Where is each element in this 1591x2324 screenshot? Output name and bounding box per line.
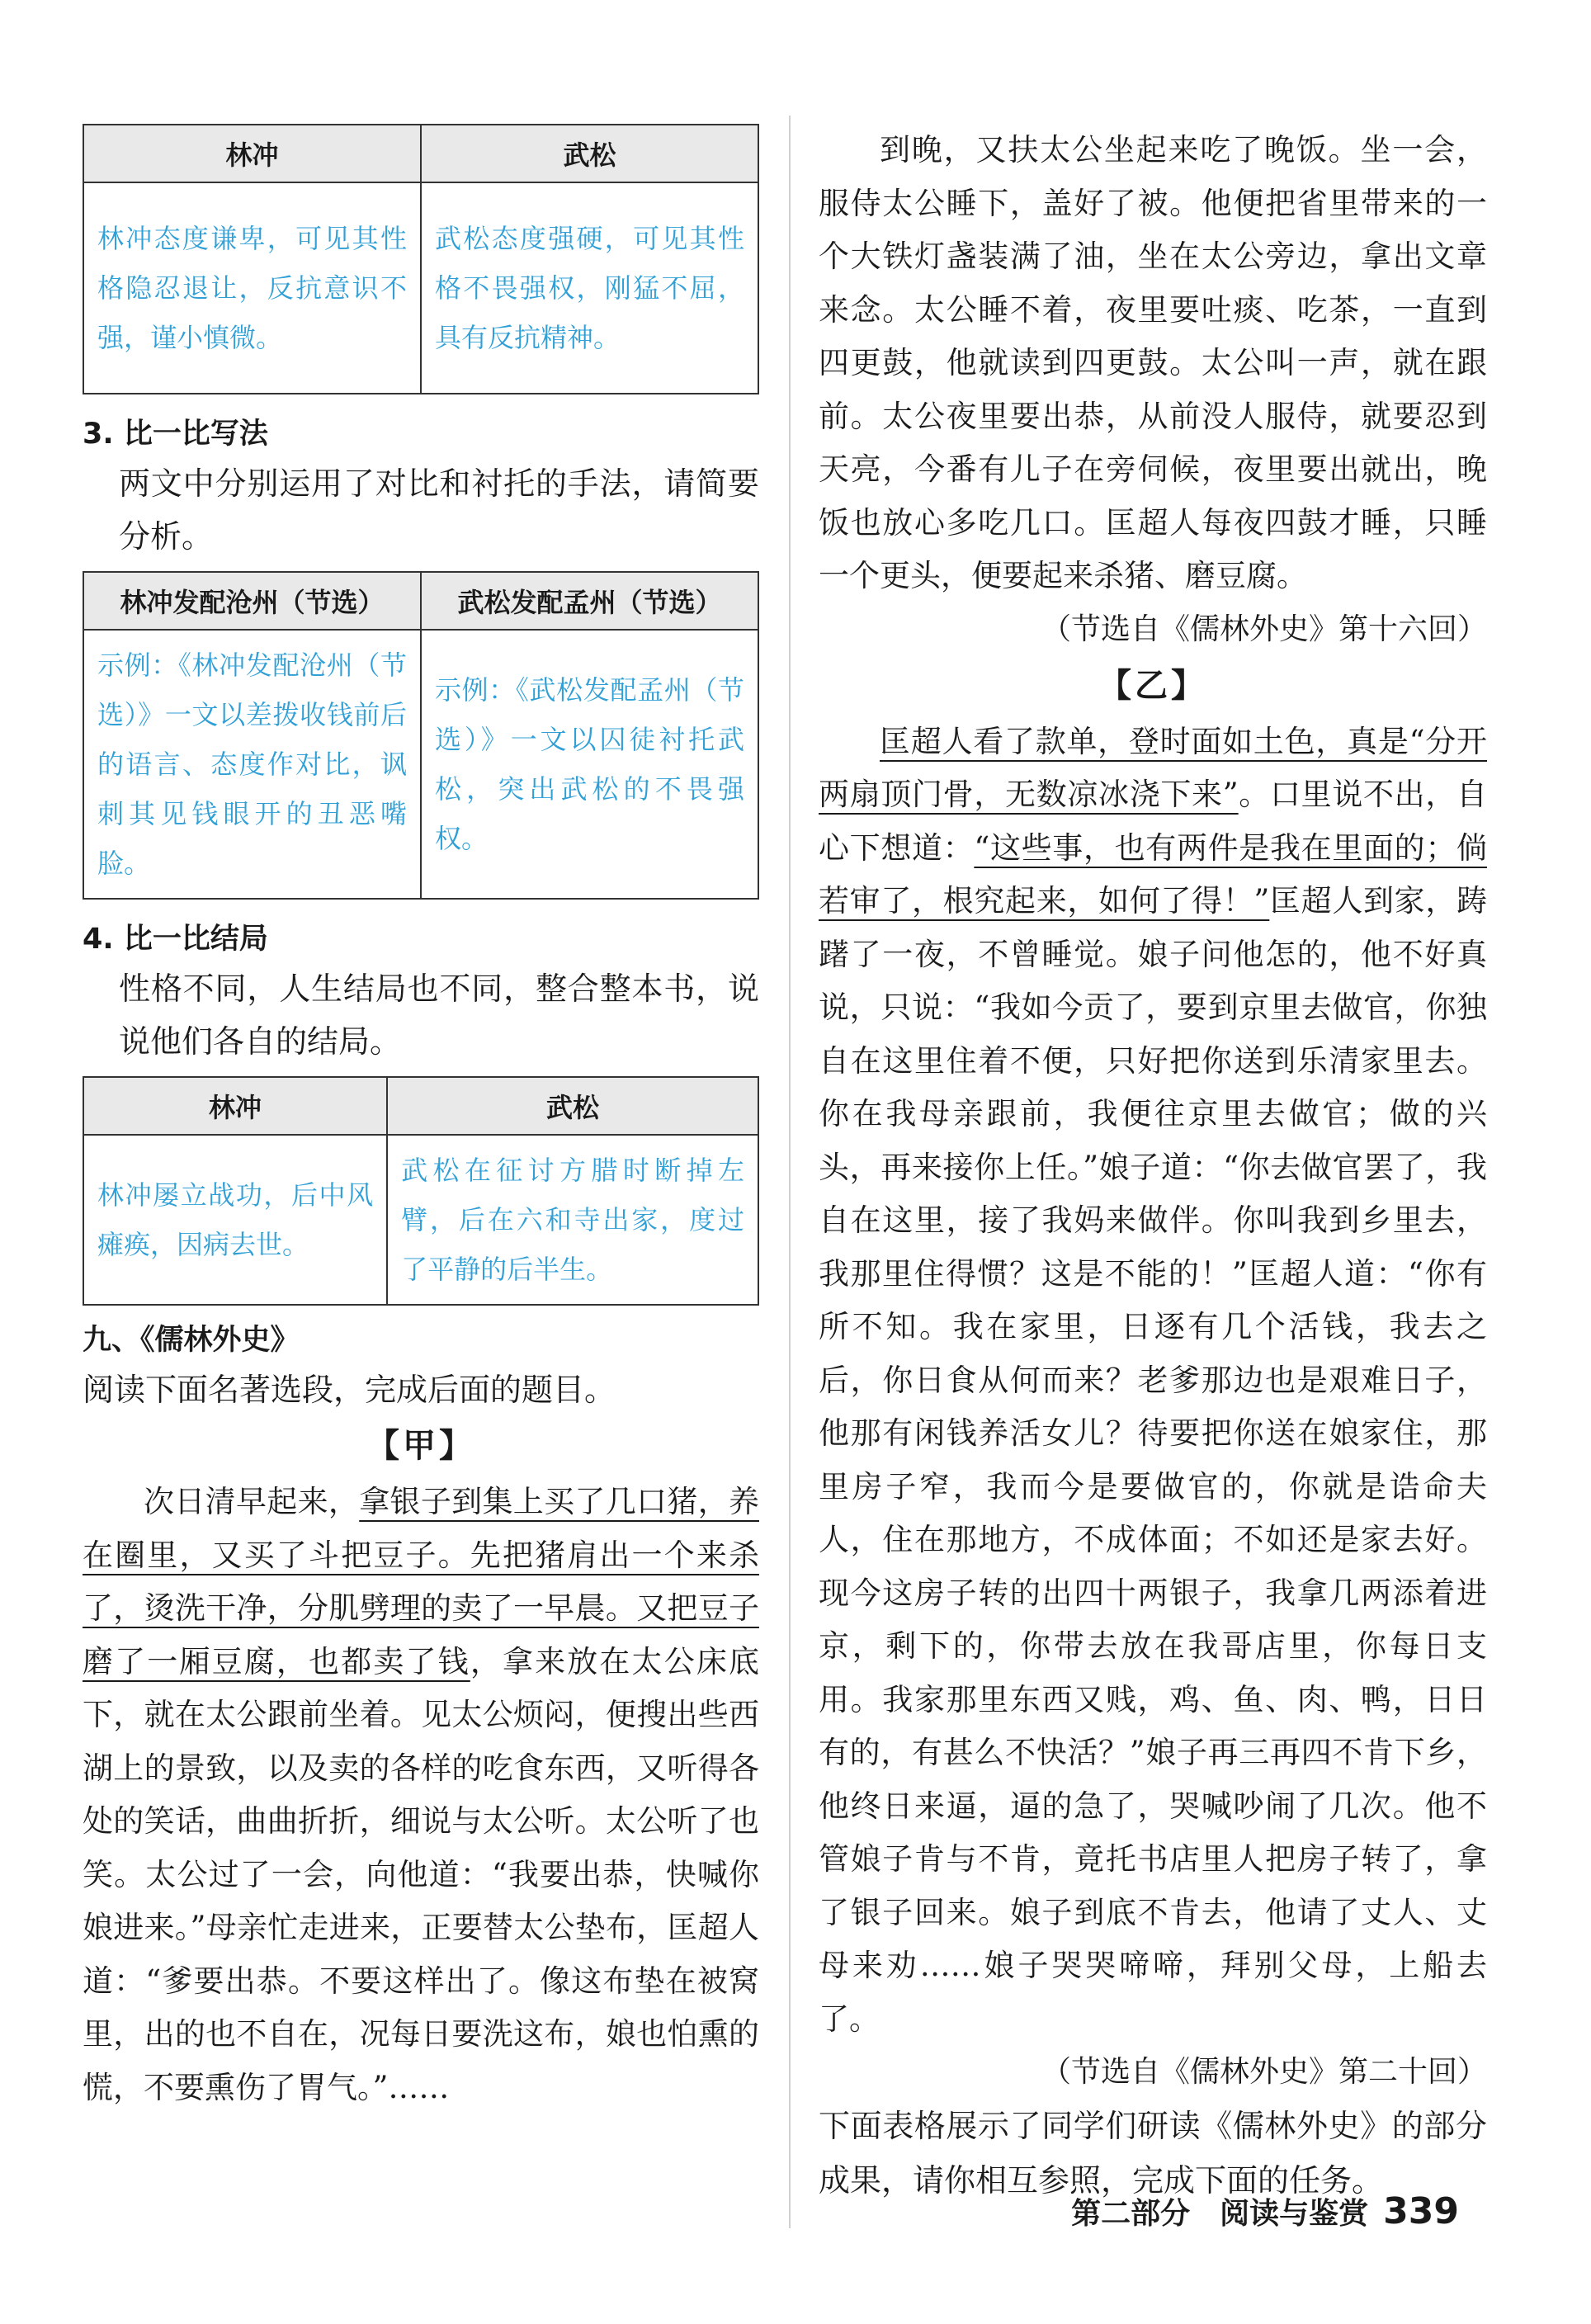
table-header-wu-song-ending: 武松	[387, 1077, 758, 1135]
passage-yi-body	[819, 716, 1487, 2047]
passage-yi-text-1: 。口里说不出，自心下想道：	[819, 777, 1488, 866]
closing-instruction: 下面表格展示了同学们研读《儒林外史》的部分成果，请你相互参照，完成下面的任务。	[819, 2108, 1487, 2199]
passage-jia-underlined: 拿银子到集上买了几口猪，养在圈里，又买了斗把豆子。先把猪肩出一个来杀了，烫洗干净，分肌劈理的卖了一早晨。又把豆子磨了一厢豆腐，也都卖了钱	[83, 1484, 760, 1679]
answer-cell-wu-song-technique: 示例：《武松发配孟州（节选）》一文以囚徒衬托武松，突出武松的不畏强权。	[421, 630, 758, 899]
answer-cell-wu-song: 武松态度强硬，可见其性格不畏强权，刚猛不屈，具有反抗精神。	[421, 182, 758, 394]
footer-section-label: 第二部分 阅读与鉴赏	[1071, 2197, 1369, 2231]
answer-cell-wu-song-ending: 武松在征讨方腊时断掉左臂，后在六和寺出家，度过了平静的后半生。	[387, 1135, 758, 1305]
passage-yi-text-2: 匡超人到家，踌躇了一夜，不曾睡觉。娘子问他怎的，他不好真说，只说：“我如今贡了，要到京里去做官，你独自在这里住着不便，只好把你送到乐清家里去。你在我母亲跟前，我便往京里去做官；做的兴头，再来接你上任。”娘子道：“你去做官罢了，我自在这里，接了我妈来做伴。你叫我到乡里去，我那里住得惯？这是不能的！”匡超人道：“你有所不知。我在家里，日逐有几个活钱，我去之后，你日食从何而来？老爹那边也是艰难日子，他那有闲钱养活女儿？待要把你送在娘家住，那里房子窄，我而今是要做官的，你就是诰命夫人，住在那地方，不成体面；不如还是家去好。现今这房子转的出四十两银子，我拿几两添着进京，剩下的，你带去放在我哥店里，你每日支用。我家那里东西又贱，鸡、鱼、肉、鸭，日日有的，有甚么不快活？”娘子再三再四不肯下乡，他终日来逼，逼的急了，哭喊吵闹了几次。他不管娘子肯与不肯，竟托书店里人把房子转了，拿了银子回来。娘子到底不肯去，他请了丈人、丈母来劝……娘子哭哭啼啼，拜别父母，上船去了。	[819, 883, 1488, 2037]
left-column	[83, 124, 759, 2114]
passage-yi-marker: 【乙】	[1098, 666, 1207, 705]
table-header-wu-song-excerpt: 武松发配孟州（节选）	[421, 572, 758, 630]
passage-yi-underlined-2: “这些事，也有两件是我在里面的；倘若审了，根究起来，如何了得！”	[819, 829, 1488, 919]
passage-jia-body	[83, 1476, 759, 2114]
table-header-lin-chong-excerpt: 林冲发配沧州（节选）	[83, 572, 421, 630]
page-number: 339	[1383, 2190, 1459, 2232]
passage-jia-source: （节选自《儒林外史》第十六回）	[1041, 612, 1487, 646]
comparison-table-attitude	[83, 124, 759, 394]
page-footer	[1071, 2187, 1459, 2239]
passage-jia-text-1: 次日清早起来，	[144, 1484, 360, 1519]
right-column	[819, 124, 1487, 2208]
table-header-wu-song: 武松	[421, 125, 758, 182]
passage-jia-continuation-text: 到晚，又扶太公坐起来吃了晚饭。坐一会，服侍太公睡下，盖好了被。他便把省里带来的一个大铁灯盏装满了油，坐在太公旁边，拿出文章来念。太公睡不着，夜里要吐痰、吃茶，一直到四更鼓，他就读到四更鼓。太公叫一声，就在跟前。太公夜里要出恭，从前没人服侍，就要忍到天亮，今番有儿子在旁伺候，夜里要出就出，晚饭也放心多吃几口。匡超人每夜四鼓才睡，只睡一个更头，便要起来杀猪、磨豆腐。	[819, 132, 1487, 593]
answer-cell-lin-chong-technique: 示例：《林冲发配沧州（节选）》一文以差拨收钱前后的语言、态度作对比，讽刺其见钱眼开的丑恶嘴脸。	[83, 630, 421, 899]
section-9-heading: 九、《儒林外史》	[83, 1324, 300, 1357]
answer-cell-lin-chong-ending: 林冲屡立战功，后中风瘫痪，因病去世。	[83, 1135, 387, 1305]
question-3-text: 两文中分别运用了对比和衬托的手法，请简要分析。	[119, 465, 759, 555]
comparison-table-ending	[83, 1076, 759, 1306]
column-divider	[789, 116, 791, 2228]
answer-cell-lin-chong: 林冲态度谦卑，可见其性格隐忍退让，反抗意识不强，谨小慎微。	[83, 182, 421, 394]
comparison-table-technique	[83, 571, 759, 900]
passage-yi-underlined-1: 匡超人看了款单，登时面如土色，真是“分开两扇顶门骨，无数凉冰浇下来”	[819, 723, 1487, 812]
passage-jia-marker: 【甲】	[366, 1427, 475, 1465]
table-header-lin-chong: 林冲	[83, 125, 421, 182]
passage-jia-text-2: ，拿来放在太公床底下，就在太公跟前坐着。见太公烦闷，便搜出些西湖上的景致，以及卖的各样的吃食东西，又听得各处的笑话，曲曲折折，细说与太公听。太公听了也笑。太公过了一会，向他道：“我要出恭，快喊你娘进来。”母亲忙走进来，正要替太公垫布，匡超人道：“爹要出恭。不要这样出了。像这布垫在被窝里，出的也不自在，况每日要洗这布，娘也怕熏的慌，不要熏伤了胃气。”……	[83, 1643, 760, 2105]
question-4-heading: 4. 比一比结局	[83, 923, 268, 956]
table-header-lin-chong-ending: 林冲	[83, 1077, 387, 1135]
passage-yi-source: （节选自《儒林外史》第二十回）	[1041, 2055, 1487, 2089]
section-9-intro: 阅读下面名著选段，完成后面的题目。	[83, 1372, 616, 1408]
question-4-text: 性格不同，人生结局也不同，整合整本书，说说他们各自的结局。	[119, 971, 759, 1060]
passage-jia-continuation	[819, 124, 1487, 603]
question-3-heading: 3. 比一比写法	[83, 418, 268, 451]
